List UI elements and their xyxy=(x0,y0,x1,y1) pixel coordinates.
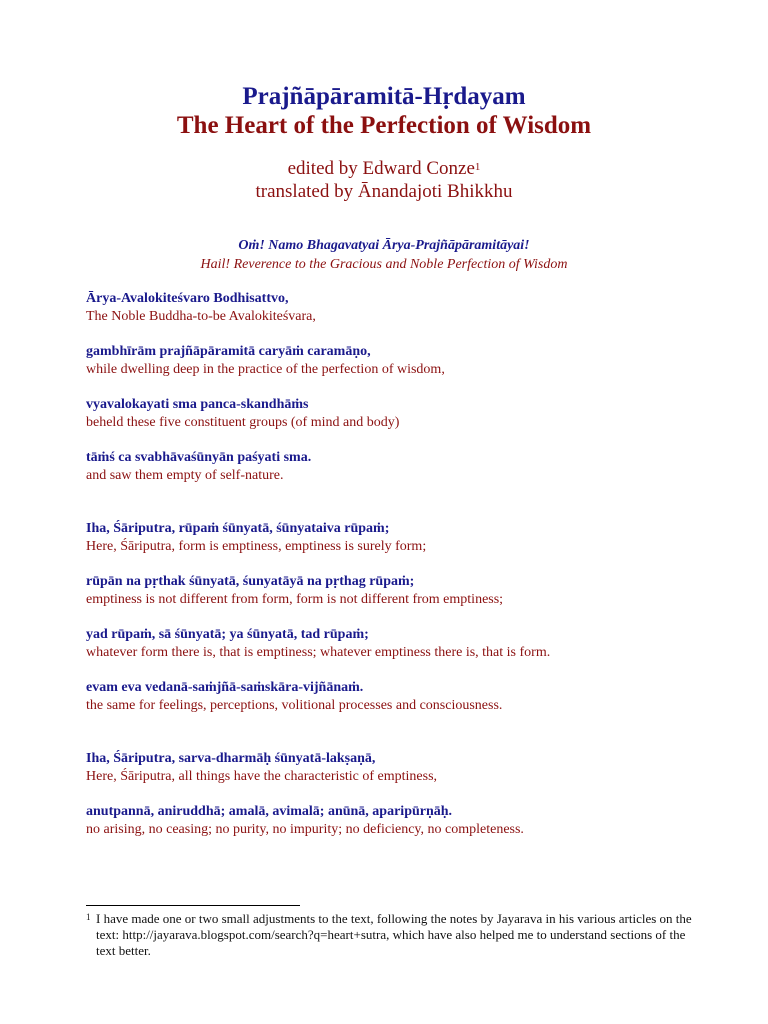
verse-pair xyxy=(86,396,726,432)
verse-english: beheld these five constituent groups (of mind and body) xyxy=(86,415,400,430)
verse-pair xyxy=(86,679,726,715)
verse-english: Here, Śāriputra, all things have the characteristic of emptiness, xyxy=(86,769,438,784)
verse-pair xyxy=(86,520,726,556)
verse-sanskrit: rūpān na pṛthak śūnyatā, śunyatāyā na pṛthag rūpaṁ; xyxy=(86,574,415,589)
verse-english: while dwelling deep in the practice of the perfection of wisdom, xyxy=(86,362,445,377)
translator-credit: translated by Ānandajoti Bhikkhu xyxy=(255,181,513,202)
footnote-divider xyxy=(86,905,300,906)
verse-pair xyxy=(86,573,726,609)
verse-sanskrit: evam eva vedanā-saṁjñā-saṁskāra-vijñānaṁ. xyxy=(86,680,364,695)
verse-pair xyxy=(86,449,726,485)
editor-credit-text: edited by Edward Conze xyxy=(287,158,475,179)
verse-sanskrit: anutpannā, aniruddhā; amalā, avimalā; anūnā, aparipūrṇāḥ. xyxy=(86,804,453,819)
verse-english: and saw them empty of self-nature. xyxy=(86,468,284,483)
verse-pair xyxy=(86,290,726,326)
verse-sanskrit: Ārya-Avalokiteśvaro Bodhisattvo, xyxy=(86,291,289,306)
verse-sanskrit: gambhīrām prajñāpāramitā caryāṁ caramāṇo, xyxy=(86,344,371,359)
verse-sanskrit: Iha, Śāriputra, sarva-dharmāḥ śūnyatā-lakṣaṇā, xyxy=(86,751,376,766)
verse-sanskrit: tāṁś ca svabhāvaśūnyān paśyati sma. xyxy=(86,450,312,465)
invocation-english: Hail! Reverence to the Gracious and Noble Perfection of Wisdom xyxy=(200,257,568,272)
verse-english: whatever form there is, that is emptiness; whatever emptiness there is, that is form. xyxy=(86,645,551,660)
editor-credit xyxy=(0,157,768,181)
verse-pair xyxy=(86,750,726,786)
footnote-text: I have made one or two small adjustments to the text, following the notes by Jayarava in his various articles on the text: http://jayarava.blogspot.com/search?q=heart+sutra, which have also helped me to understand sections of the text better. xyxy=(96,911,692,958)
verse-pair xyxy=(86,803,726,839)
verse-pair xyxy=(86,343,726,379)
verse-english: emptiness is not different from form, form is not different from emptiness; xyxy=(86,592,504,607)
verse-sanskrit: vyavalokayati sma panca-skandhāṁs xyxy=(86,397,309,412)
verse-pair xyxy=(86,626,726,662)
verse-sanskrit: yad rūpaṁ, sā śūnyatā; ya śūnyatā, tad rūpaṁ; xyxy=(86,627,369,642)
title-sanskrit: Prajñāpāramitā-Hṛdayam xyxy=(242,83,526,110)
footnote-reference[interactable]: 1 xyxy=(474,161,481,173)
verse-english: the same for feelings, perceptions, volitional processes and consciousness. xyxy=(86,698,503,713)
invocation-sanskrit: Oṁ! Namo Bhagavatyai Ārya-Prajñāpāramitāyai! xyxy=(238,238,530,253)
verse-english: no arising, no ceasing; no purity, no impurity; no deficiency, no completeness. xyxy=(86,822,524,837)
footnote xyxy=(86,911,706,959)
verse-sanskrit: Iha, Śāriputra, rūpaṁ śūnyatā, śūnyataiva rūpaṁ; xyxy=(86,521,390,536)
verse-english: Here, Śāriputra, form is emptiness, emptiness is surely form; xyxy=(86,539,427,554)
title-english: The Heart of the Perfection of Wisdom xyxy=(176,112,592,139)
verse-english: The Noble Buddha-to-be Avalokiteśvara, xyxy=(86,309,316,324)
footnote-marker: 1 xyxy=(86,912,91,922)
